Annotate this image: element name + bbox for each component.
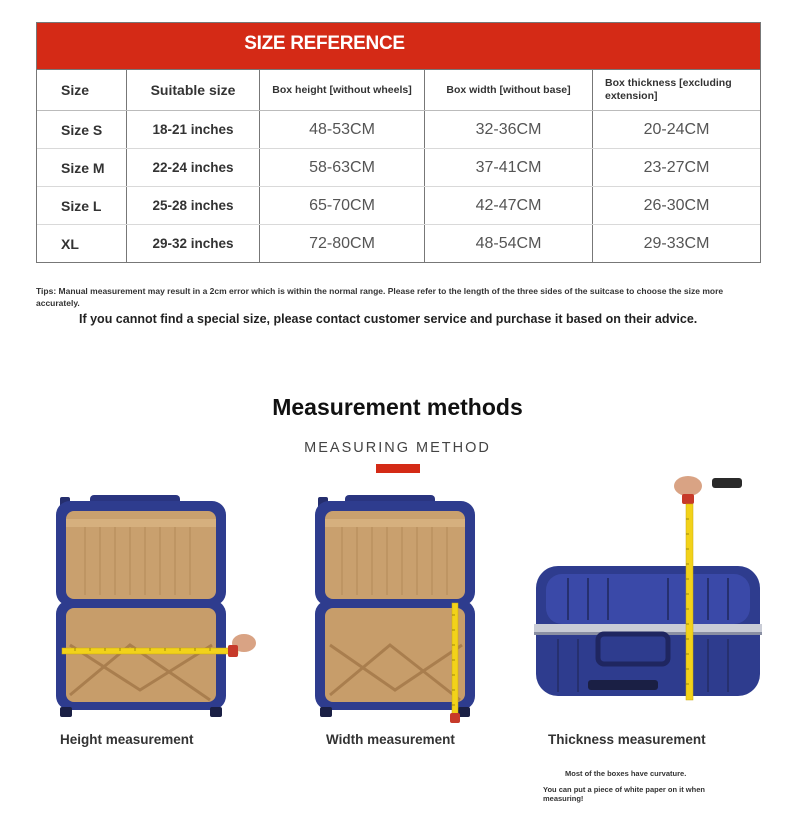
header-size: Size bbox=[37, 70, 127, 110]
inches-cell: 18-21 inches bbox=[127, 111, 260, 148]
table-header-bar bbox=[37, 23, 760, 70]
size-cell: Size S bbox=[37, 111, 127, 148]
table-title: SIZE REFERENCE bbox=[244, 33, 405, 54]
measurement-title: Measurement methods bbox=[272, 394, 523, 420]
width-cell: 42-47CM bbox=[425, 187, 593, 224]
white-paper-note: You can put a piece of white paper on it when measuring! bbox=[543, 785, 705, 803]
header-box-width: Box width [without base] bbox=[425, 70, 593, 110]
header-box-height: Box height [without wheels] bbox=[260, 70, 425, 110]
advice-text: If you cannot find a special size, please contact customer service and purchase it based on their advice. bbox=[79, 312, 698, 326]
table-row bbox=[37, 149, 760, 187]
width-cell: 37-41CM bbox=[425, 149, 593, 186]
thickness-cell: 26-30CM bbox=[643, 196, 710, 214]
thickness-cell: 29-33CM bbox=[643, 234, 710, 252]
tips-text: Tips: Manual measurement may result in a 2cm error which is within the normal range. Please refer to the length of the three sides of the suitcase to choose the size more accurately. bbox=[36, 286, 724, 308]
inches-cell: 25-28 inches bbox=[127, 187, 260, 224]
accent-divider bbox=[376, 464, 420, 473]
height-measurement-photo bbox=[30, 495, 260, 720]
height-cell: 65-70CM bbox=[260, 187, 425, 224]
width-cell: 48-54CM bbox=[425, 225, 593, 262]
width-measurement-photo bbox=[300, 495, 485, 725]
height-cell: 72-80CM bbox=[260, 225, 425, 262]
inches-cell: 22-24 inches bbox=[127, 149, 260, 186]
size-cell: XL bbox=[37, 225, 127, 262]
thickness-cell: 20-24CM bbox=[643, 120, 710, 138]
height-cell: 48-53CM bbox=[260, 111, 425, 148]
width-cell: 32-36CM bbox=[425, 111, 593, 148]
caption-height: Height measurement bbox=[60, 732, 194, 747]
header-box-thickness: Box thickness [excluding extension] bbox=[605, 77, 732, 102]
measurement-subtitle: MEASURING METHOD bbox=[304, 440, 491, 456]
table-row bbox=[37, 187, 760, 225]
curvature-note: Most of the boxes have curvature. bbox=[565, 769, 687, 778]
table-row bbox=[37, 111, 760, 149]
size-cell: Size M bbox=[37, 149, 127, 186]
thickness-measurement-photo bbox=[528, 474, 768, 704]
height-cell: 58-63CM bbox=[260, 149, 425, 186]
caption-width: Width measurement bbox=[326, 732, 455, 747]
caption-thickness: Thickness measurement bbox=[548, 732, 706, 747]
size-reference-table bbox=[36, 22, 761, 263]
header-suitable-size: Suitable size bbox=[127, 70, 260, 110]
table-header-row bbox=[37, 70, 760, 111]
size-cell: Size L bbox=[37, 187, 127, 224]
inches-cell: 29-32 inches bbox=[127, 225, 260, 262]
thickness-cell: 23-27CM bbox=[643, 158, 710, 176]
table-row bbox=[37, 225, 760, 262]
